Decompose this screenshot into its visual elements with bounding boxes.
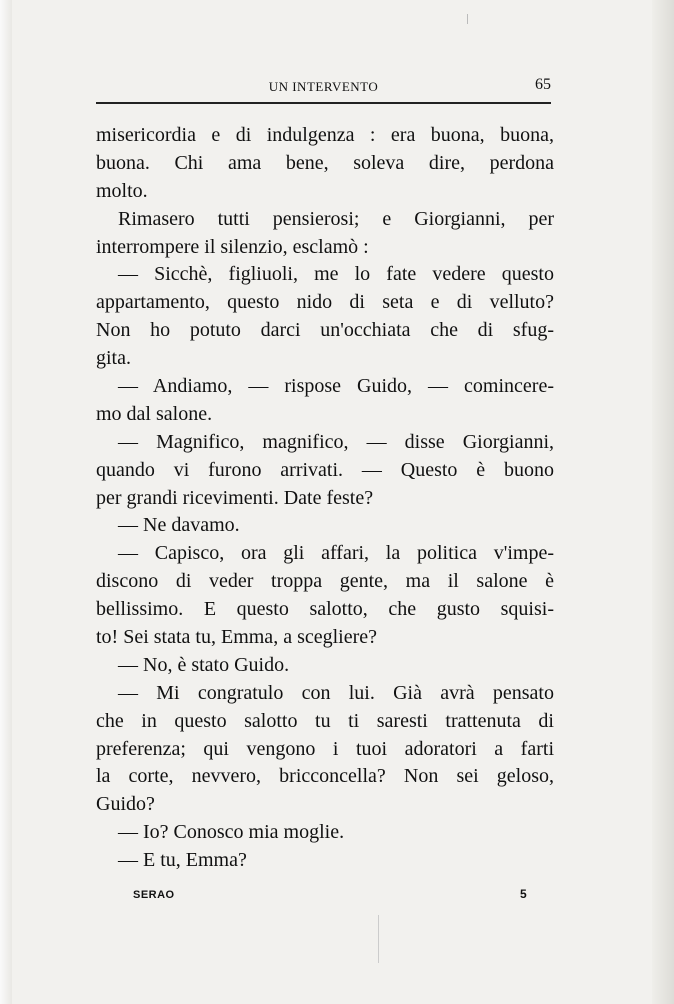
page-header [96,74,551,104]
text-line: misericordia e di indulgenza : era buona, buona, [96,124,554,146]
text-line: molto. [96,179,148,202]
paper-mark [467,14,468,24]
text-line: — Capisco, ora gli affari, la politica v'impe- [118,542,554,565]
text-line: Non ho potuto darci un'occhiata che di sfug- [96,319,554,342]
text-line: to! Sei stata tu, Emma, a sceglierе? [96,626,378,649]
text-line: — E tu, Emma? [118,849,247,872]
page-left-edge [0,0,12,1004]
header-rule [96,102,551,104]
text-line: — Ne davamo. [118,514,240,537]
text-line: — Sicchè, figliuoli, me lo fate vedere questo [118,263,554,286]
text-line: Rimasero tutti pensierosi; e Giorgianni, per [118,207,554,230]
printer-signature: SERAO [133,889,175,901]
text-line: buona. Chi ama bene, soleva dire, perdona [96,151,554,174]
text-line: discono di veder troppa gente, ma il salone è [96,570,554,593]
text-line: — Io? Conosco mia moglie. [118,821,345,844]
text-line: che in questo salotto tu ti saresti trattenuta di [96,709,554,732]
text-line: Guido? [96,793,155,816]
page-number: 65 [535,76,551,93]
page-footer [133,889,533,909]
signature-number: 5 [520,887,527,901]
paper-mark [378,915,379,963]
text-line: quando vi furono arrivati. — Questo è buono [96,458,554,481]
text-line: mo dal salone. [96,402,213,425]
text-line: preferenza; qui vengono i tuoi adoratori a farti [96,737,554,760]
text-line: gita. [96,347,131,370]
text-line: — Mi congratulo con lui. Già avrà pensato [118,681,554,704]
body-text [96,122,554,875]
text-line: per grandi ricevimenti. Date feste? [96,486,374,509]
text-line: — Magnifico, magnifico, — disse Giorgianni, [118,430,554,453]
text-line: bellissimo. E questo salotto, che gusto squisi- [96,598,554,621]
text-line: — No, è stato Guido. [118,653,290,676]
text-line: la corte, nevvero, bricconcella? Non sei geloso, [96,765,554,788]
text-line: appartamento, questo nido di seta e di velluto? [96,291,554,314]
page-right-edge [652,0,674,1004]
text-line: interrompere il silenzio, esclamò : [96,235,369,258]
running-title: UN INTERVENTO [268,79,379,94]
text-line: — Andiamo, — rispose Guido, — comincere- [118,375,554,398]
